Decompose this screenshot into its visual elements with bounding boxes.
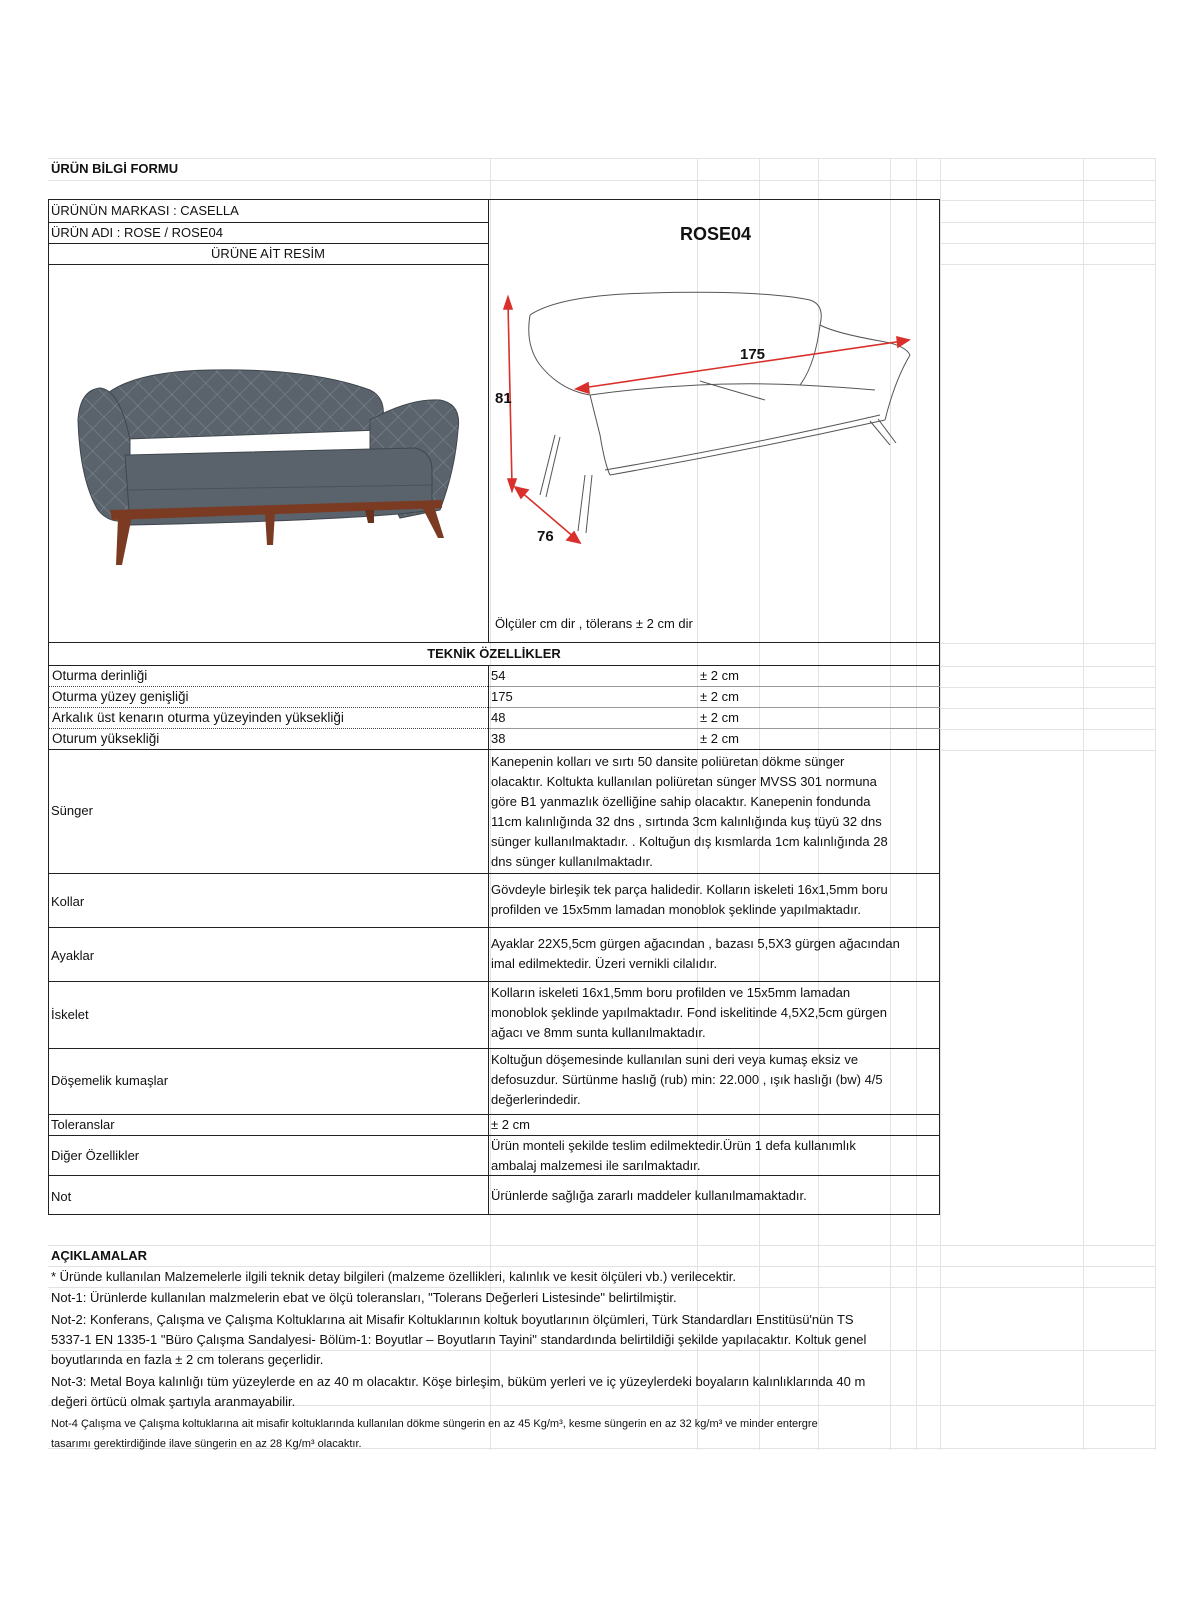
text-line: sünger kullanılmaktadır. . Koltuğun dış kısmlarda 1cm kalınlığında 28 (491, 834, 888, 849)
detail-label-not: Not (51, 1189, 72, 1204)
detail-label-ayaklar: Ayaklar (51, 948, 95, 963)
row-value: 38 (491, 731, 506, 746)
dimension-drawing (500, 285, 940, 565)
text-line: göre B1 yanmazlık özelliğine sahip olacaktır. Kanepenin fondunda (491, 794, 871, 809)
text-line: imal edilmektedir. Üzeri vernikli cilalıdır. (491, 956, 718, 971)
text-line: Koltuğun döşemesinde kullanılan suni deri veya kumaş eksiz ve (491, 1052, 859, 1067)
detail-label-kollar: Kollar (51, 894, 85, 909)
dim-height-label: 81 (495, 390, 512, 407)
row-label: Arkalık üst kenarın oturma yüzeyinden yüksekliği (52, 710, 344, 725)
note-line: Not-4 Çalışma ve Çalışma koltuklarına ait misafir koltuklarında kullanılan dökme süngerin en az 45 Kg/m³, kesme süngerin en az 32 kg/m³ ve minder entergre (51, 1418, 818, 1430)
note-line: Not-2: Konferans, Çalışma ve Çalışma Koltuklarına ait Misafir Koltuklarının koltuk boyutlarının ölçümleri, Türk Standardları Enstitüsü'nün TS (51, 1312, 854, 1327)
detail-text-diger (491, 1136, 856, 1176)
sofa-photo (70, 360, 470, 585)
detail-text-ayaklar (491, 934, 900, 974)
text-line: Kolların iskeleti 16x1,5mm boru profilden ve 15x5mm lamadan (491, 985, 851, 1000)
row-label: Oturum yüksekliği (52, 731, 160, 746)
row-label: Oturma yüzey genişliği (52, 689, 189, 704)
detail-text-not: Ürünlerde sağlığa zararlı maddeler kullanılmamaktadır. (491, 1188, 807, 1203)
text-line: Gövdeyle birleşik tek parça halidedir. Kolların iskeleti 16x1,5mm boru (491, 882, 888, 897)
brand-line: ÜRÜNÜN MARKASI : CASELLA (51, 203, 239, 218)
detail-label-iskelet: İskelet (51, 1007, 89, 1022)
note-line: * Üründe kullanılan Malzemelerle ilgili teknik detay bilgileri (malzeme özellikleri, kalınlık ve kesit ölçüleri vb.) verilecektir. (51, 1269, 736, 1284)
detail-text-dosemelik (491, 1050, 883, 1110)
detail-label-sunger: Sünger (51, 803, 93, 818)
row-value: 48 (491, 710, 506, 725)
row-tolerance: ± 2 cm (700, 731, 739, 746)
row-tolerance: ± 2 cm (700, 710, 739, 725)
text-line: ağacı ve 8mm sunta kullanılmaktadır. (491, 1025, 706, 1040)
table-row (48, 666, 488, 687)
dim-depth-label: 76 (537, 528, 554, 545)
text-line: değerlerindedir. (491, 1092, 581, 1107)
form-title: ÜRÜN BİLGİ FORMU (51, 161, 179, 176)
row-value: 54 (491, 668, 506, 683)
text-line: Ayaklar 22X5,5cm gürgen ağacından , bazası 5,5X3 gürgen ağacından (491, 936, 900, 951)
text-line: Ürün monteli şekilde teslim edilmektedir.Ürün 1 defa kullanımlık (491, 1138, 856, 1153)
image-header: ÜRÜNE AİT RESİM (211, 246, 325, 261)
text-line: monoblok şeklinde yapılmaktadır. Fond iskelitinde 4,5X2,5cm gürgen (491, 1005, 887, 1020)
text-line: profilden ve 15x5mm lamadan monoblok şeklinde yapılmaktadır. (491, 902, 861, 917)
table-row (48, 687, 488, 708)
dim-width-label: 175 (740, 346, 766, 363)
text-line: dns sünger kullanılmaktadır. (491, 854, 653, 869)
table-row (48, 729, 488, 750)
detail-text-sunger (491, 752, 888, 872)
note-line: 5337-1 EN 1335-1 "Büro Çalışma Sandalyesi- Bölüm-1: Boyutlar – Boyutların Tayini" standardında belirtildiği şekilde yapılacaktır. Koltuk genel (51, 1332, 867, 1347)
detail-text-kollar (491, 880, 888, 920)
note-line: Not-1: Ürünlerde kullanılan malzmelerin ebat ve ölçü toleransları, "Tolerans Değerleri Listesinde" belirtilmiştir. (51, 1290, 677, 1305)
row-tolerance: ± 2 cm (700, 689, 739, 704)
note-line: tasarımı gerektirdiğinde ilave süngerin en az 28 Kg/m³ olacaktır. (51, 1438, 362, 1450)
text-line: defosuzdur. Sürtünme haslığ (rub) min: 22.000 , ışık haslığı (bw) 4/5 (491, 1072, 883, 1087)
row-value: 175 (491, 689, 513, 704)
notes-list (51, 1267, 866, 1454)
note-line: boyutlarında en fazla ± 2 cm tolerans geçerlidir. (51, 1352, 324, 1367)
text-line: ambalaj malzemesi ile sarılmaktadır. (491, 1158, 701, 1173)
notes-title: AÇIKLAMALAR (51, 1248, 148, 1263)
row-label: Oturma derinliği (52, 668, 148, 683)
text-line: olacaktır. Koltukta kullanılan poliüretan sünger MVSS 301 normuna (491, 774, 877, 789)
tolerance-note: Ölçüler cm dir , tölerans ± 2 cm dir (495, 616, 693, 631)
detail-label-toleranslar: Toleranslar (51, 1117, 115, 1132)
detail-label-diger: Diğer Özellikler (51, 1148, 140, 1163)
text-line: 11cm kalınlığında 32 dns , sırtında 3cm kalınlığında kuş tüyü 32 dns (491, 814, 882, 829)
specs-title: TEKNİK ÖZELLİKLER (427, 646, 561, 661)
product-name-line: ÜRÜN ADI : ROSE / ROSE04 (51, 225, 223, 240)
note-line: değeri örtücü olmak şartıyla aranmayabilir. (51, 1394, 296, 1409)
table-row (48, 708, 488, 729)
row-tolerance: ± 2 cm (700, 668, 739, 683)
detail-label-dosemelik: Döşemelik kumaşlar (51, 1073, 169, 1088)
detail-text-iskelet (491, 983, 887, 1043)
model-code: ROSE04 (680, 224, 752, 244)
note-line: Not-3: Metal Boya kalınlığı tüm yüzeylerde en az 40 m olacaktır. Köşe birleşim, büküm yerleri ve iç yüzeylerdeki boyaların kalınlıklarında 40 m (51, 1374, 866, 1389)
text-line: Kanepenin kolları ve sırtı 50 dansite poliüretan dökme sünger (491, 754, 845, 769)
detail-text-toleranslar: ± 2 cm (491, 1117, 530, 1132)
